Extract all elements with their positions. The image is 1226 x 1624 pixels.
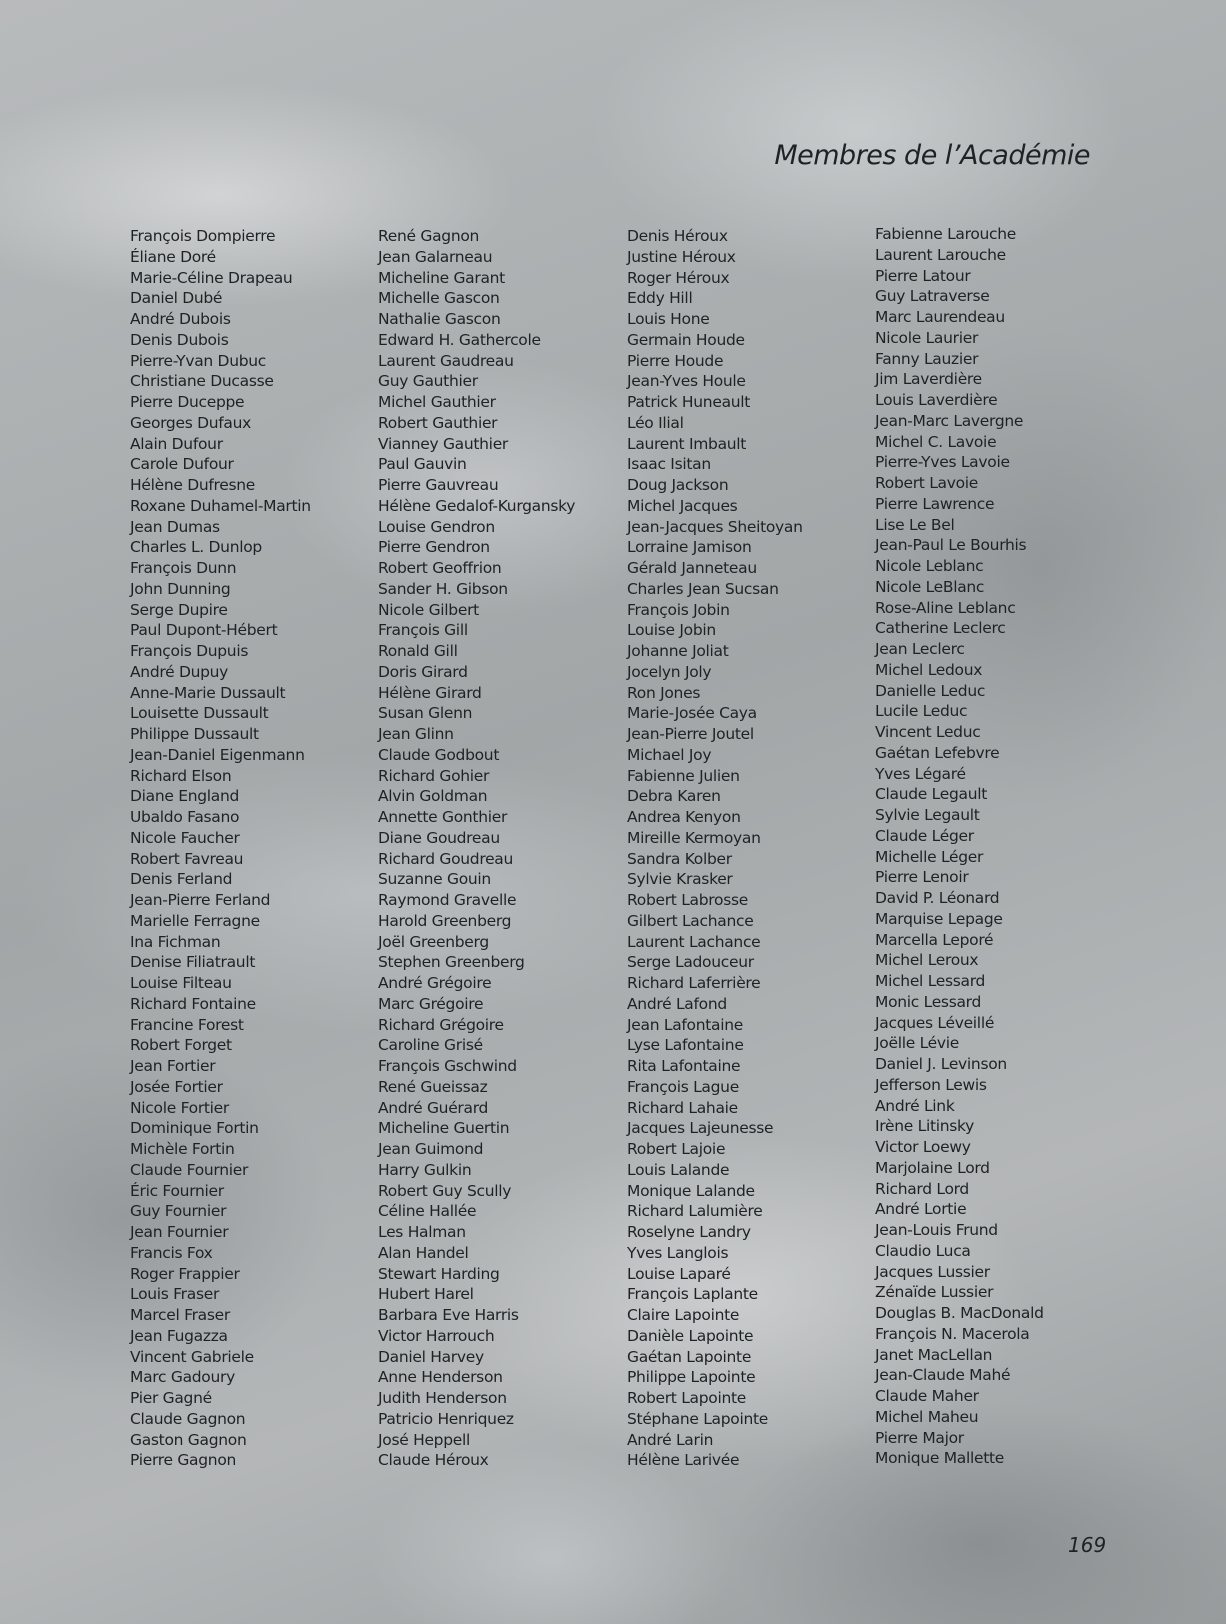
member-name: François Dunn bbox=[130, 559, 237, 577]
member-name: Robert Gauthier bbox=[378, 413, 498, 432]
member-name: Ronald Gill bbox=[378, 642, 458, 660]
member-name: Jean Lafontaine bbox=[627, 1015, 743, 1034]
member-name: Pierre Lawrence bbox=[875, 494, 995, 513]
member-name: Vincent Leduc bbox=[875, 723, 981, 741]
member-name: Patrick Huneault bbox=[627, 393, 751, 411]
member-name: Louis Lalande bbox=[627, 1160, 730, 1179]
member-name: Fabienne Larouche bbox=[875, 225, 1017, 243]
member-name: Hélène Gedalof-Kurgansky bbox=[378, 496, 576, 515]
member-name: Alvin Goldman bbox=[378, 787, 488, 806]
member-name: Eddy Hill bbox=[627, 289, 693, 308]
member-name: Pierre Gauvreau bbox=[378, 476, 499, 494]
member-name: André Larin bbox=[627, 1430, 714, 1449]
member-name: Anne Henderson bbox=[378, 1368, 503, 1387]
member-name: Céline Hallée bbox=[378, 1202, 477, 1221]
member-name: Louise Gendron bbox=[378, 517, 495, 536]
member-name: Éliane Doré bbox=[130, 247, 216, 266]
member-name: Judith Henderson bbox=[378, 1389, 507, 1407]
member-name: Alan Handel bbox=[378, 1243, 469, 1262]
member-name: Gaétan Lefebvre bbox=[875, 743, 1000, 762]
member-name: Irène Litinsky bbox=[875, 1117, 975, 1136]
member-name: Éric Fournier bbox=[130, 1181, 224, 1200]
member-name: Pierre-Yvan Dubuc bbox=[130, 351, 267, 370]
member-name: Richard Goudreau bbox=[378, 849, 514, 868]
member-name: John Dunning bbox=[130, 579, 231, 598]
member-name: André Lafond bbox=[627, 994, 727, 1013]
member-name: Marielle Ferragne bbox=[130, 911, 260, 930]
member-name: Jacques Lajeunesse bbox=[627, 1119, 774, 1138]
member-name: Michèle Fortin bbox=[130, 1140, 235, 1158]
member-name: André Dupuy bbox=[130, 662, 229, 681]
member-name: Nicole LeBlanc bbox=[875, 577, 985, 596]
member-name: Marjolaine Lord bbox=[875, 1158, 990, 1177]
member-name: Sylvie Legault bbox=[875, 806, 980, 824]
member-name: Gérald Janneteau bbox=[627, 559, 757, 577]
member-name: Georges Dufaux bbox=[130, 413, 252, 432]
member-name: Debra Karen bbox=[627, 787, 721, 806]
member-name: Nicole Gilbert bbox=[378, 600, 479, 619]
member-name: Philippe Dussault bbox=[130, 725, 259, 743]
member-name: Daniel J. Levinson bbox=[875, 1055, 1007, 1073]
member-name: Laurent Lachance bbox=[627, 932, 761, 951]
member-name: Jean-Marc Lavergne bbox=[875, 411, 1024, 430]
member-column-4 bbox=[875, 224, 1044, 1469]
member-name: Lucile Leduc bbox=[875, 702, 968, 721]
member-name: Carole Dufour bbox=[130, 455, 234, 474]
member-name: Philippe Lapointe bbox=[627, 1368, 756, 1387]
member-name: Sylvie Krasker bbox=[627, 870, 733, 889]
member-name: Rita Lafontaine bbox=[627, 1057, 741, 1075]
member-name: Robert Geoffrion bbox=[378, 559, 502, 577]
member-name: Francine Forest bbox=[130, 1015, 244, 1034]
member-name: Gaston Gagnon bbox=[130, 1430, 247, 1449]
member-name: Marie-Josée Caya bbox=[627, 704, 757, 723]
member-name: Jean Fugazza bbox=[130, 1326, 228, 1345]
member-name: Daniel Harvey bbox=[378, 1347, 484, 1366]
member-name: Jean-Paul Le Bourhis bbox=[875, 536, 1027, 555]
member-name: Richard Grégoire bbox=[378, 1015, 504, 1034]
member-name: Joëlle Lévie bbox=[875, 1034, 959, 1053]
member-name: Marcella Leporé bbox=[875, 930, 994, 949]
member-name: Marquise Lepage bbox=[875, 909, 1003, 928]
member-column-3 bbox=[627, 226, 803, 1471]
member-name: Laurent Larouche bbox=[875, 245, 1006, 264]
member-name: Michel Ledoux bbox=[875, 660, 983, 679]
member-name: Roxane Duhamel-Martin bbox=[130, 496, 311, 515]
member-name: André Link bbox=[875, 1096, 955, 1115]
member-name: Louis Hone bbox=[627, 310, 710, 328]
member-name: Monic Lessard bbox=[875, 992, 982, 1011]
member-name: André Guérard bbox=[378, 1098, 489, 1117]
member-name: Jean-Pierre Joutel bbox=[627, 725, 754, 743]
member-name: Dominique Fortin bbox=[130, 1119, 259, 1138]
member-name: Richard Gohier bbox=[378, 766, 490, 785]
member-name: Pierre Duceppe bbox=[130, 393, 245, 411]
member-name: Danièle Lapointe bbox=[627, 1326, 754, 1345]
member-name: Michel Gauthier bbox=[378, 393, 496, 411]
member-name: Victor Loewy bbox=[875, 1138, 971, 1156]
member-name: David P. Léonard bbox=[875, 889, 1000, 907]
member-name: Michel C. Lavoie bbox=[875, 432, 997, 451]
member-name: José Heppell bbox=[378, 1430, 471, 1449]
member-name: Fabienne Julien bbox=[627, 766, 740, 785]
member-name: Jacques Lussier bbox=[875, 1262, 990, 1281]
member-name: Germain Houde bbox=[627, 330, 745, 349]
member-name: Michel Jacques bbox=[627, 496, 738, 515]
member-name: Ron Jones bbox=[627, 683, 701, 702]
member-name: Claudio Luca bbox=[875, 1241, 971, 1260]
member-name: Léo Ilial bbox=[627, 413, 684, 432]
member-name: Richard Lahaie bbox=[627, 1098, 738, 1117]
member-name: Michael Joy bbox=[627, 745, 712, 764]
page-title: Membres de l’Académie bbox=[774, 140, 1090, 171]
member-name: André Dubois bbox=[130, 310, 231, 328]
member-name: Richard Lord bbox=[875, 1179, 969, 1198]
member-name: Alain Dufour bbox=[130, 434, 223, 453]
member-name: Mireille Kermoyan bbox=[627, 828, 761, 847]
member-name: Danielle Leduc bbox=[875, 681, 986, 700]
member-name: Pierre Gagnon bbox=[130, 1451, 237, 1470]
member-name: Serge Ladouceur bbox=[627, 953, 754, 972]
member-name: Pierre Lenoir bbox=[875, 868, 969, 887]
member-name: René Gueissaz bbox=[378, 1077, 488, 1096]
member-name: Jefferson Lewis bbox=[875, 1075, 987, 1094]
member-name: Guy Gauthier bbox=[378, 372, 478, 391]
member-name: Denis Ferland bbox=[130, 870, 233, 889]
member-name: Ubaldo Fasano bbox=[130, 808, 240, 826]
member-name: André Grégoire bbox=[378, 974, 492, 992]
member-name: Jean-Yves Houle bbox=[627, 372, 746, 391]
member-name: Pierre Gendron bbox=[378, 538, 490, 557]
member-name: Barbara Eve Harris bbox=[378, 1306, 519, 1324]
member-name: Stéphane Lapointe bbox=[627, 1409, 768, 1428]
member-name: Harold Greenberg bbox=[378, 911, 512, 930]
member-name: Louise Filteau bbox=[130, 974, 232, 992]
member-name: Robert Favreau bbox=[130, 849, 244, 868]
member-name: André Lortie bbox=[875, 1200, 967, 1219]
member-name: Nicole Laurier bbox=[875, 328, 979, 347]
member-name: Richard Fontaine bbox=[130, 994, 256, 1013]
member-name: Claude Maher bbox=[875, 1387, 979, 1405]
member-name: Vincent Gabriele bbox=[130, 1347, 254, 1366]
member-name: Fanny Lauzier bbox=[875, 349, 979, 368]
member-name: Louisette Dussault bbox=[130, 704, 269, 723]
member-name: Josée Fortier bbox=[130, 1077, 223, 1096]
member-name: Diane England bbox=[130, 787, 240, 806]
member-name: Robert Lajoie bbox=[627, 1140, 726, 1158]
member-name: Rose-Aline Leblanc bbox=[875, 598, 1016, 617]
member-name: Louise Jobin bbox=[627, 621, 716, 640]
member-name: Diane Goudreau bbox=[378, 828, 500, 847]
member-name: Claude Gagnon bbox=[130, 1409, 246, 1428]
member-name: Michel Lessard bbox=[875, 972, 986, 990]
member-name: Nicole Leblanc bbox=[875, 557, 984, 575]
member-name: Yves Légaré bbox=[875, 764, 966, 783]
member-name: Jean Fournier bbox=[130, 1223, 229, 1241]
member-name: Zénaïde Lussier bbox=[875, 1283, 994, 1302]
member-name: Sandra Kolber bbox=[627, 849, 732, 868]
member-name: Michel Maheu bbox=[875, 1407, 979, 1426]
member-name: Claude Godbout bbox=[378, 745, 500, 764]
member-name: Roger Frappier bbox=[130, 1264, 240, 1283]
member-name: Francis Fox bbox=[130, 1243, 213, 1262]
member-name: Michel Leroux bbox=[875, 951, 979, 970]
member-name: Laurent Gaudreau bbox=[378, 351, 514, 370]
member-name: Hélène Dufresne bbox=[130, 476, 256, 494]
member-name: Jean-Pierre Ferland bbox=[130, 891, 271, 909]
member-name: Richard Elson bbox=[130, 766, 232, 785]
member-name: Janet MacLellan bbox=[875, 1345, 993, 1364]
member-name: Edward H. Gathercole bbox=[378, 330, 541, 349]
member-name: Daniel Dubé bbox=[130, 289, 223, 308]
member-name: Robert Lavoie bbox=[875, 474, 979, 492]
member-name: Louis Fraser bbox=[130, 1285, 220, 1304]
member-name: Serge Dupire bbox=[130, 600, 228, 619]
member-name: Robert Guy Scully bbox=[378, 1181, 512, 1200]
member-name: René Gagnon bbox=[378, 227, 480, 245]
member-name: Marcel Fraser bbox=[130, 1306, 230, 1324]
member-name: Yves Langlois bbox=[627, 1243, 729, 1262]
member-name: Marie-Céline Drapeau bbox=[130, 268, 293, 287]
member-name: Isaac Isitan bbox=[627, 455, 711, 474]
member-name: Lise Le Bel bbox=[875, 515, 955, 534]
member-name: Robert Lapointe bbox=[627, 1389, 747, 1407]
member-name: Nicole Faucher bbox=[130, 828, 240, 847]
member-name: Jean Guimond bbox=[378, 1140, 484, 1158]
member-name: Louis Laverdière bbox=[875, 391, 998, 409]
member-name: Richard Lalumière bbox=[627, 1202, 763, 1221]
member-name: Michelle Gascon bbox=[378, 289, 500, 308]
member-name: Jean Fortier bbox=[130, 1057, 216, 1075]
member-name: Jean-Louis Frund bbox=[875, 1221, 998, 1239]
member-name: Jean-Claude Mahé bbox=[875, 1366, 1011, 1385]
member-name: Louise Laparé bbox=[627, 1264, 731, 1283]
member-name: Hélène Larivée bbox=[627, 1451, 740, 1470]
member-name: Jean Leclerc bbox=[875, 640, 965, 658]
member-name: Sander H. Gibson bbox=[378, 579, 508, 598]
member-name: Roselyne Landry bbox=[627, 1223, 751, 1241]
member-name: Denise Filiatrault bbox=[130, 953, 256, 972]
member-name: Andrea Kenyon bbox=[627, 808, 741, 826]
member-name: Micheline Guertin bbox=[378, 1119, 510, 1138]
member-name: Guy Latraverse bbox=[875, 287, 990, 306]
member-name: Claire Lapointe bbox=[627, 1306, 740, 1324]
member-name: Raymond Gravelle bbox=[378, 891, 517, 909]
member-name: Jim Laverdière bbox=[875, 370, 982, 389]
member-name: Roger Héroux bbox=[627, 268, 730, 287]
member-name: Lyse Lafontaine bbox=[627, 1036, 744, 1055]
member-name: Denis Dubois bbox=[130, 330, 229, 349]
member-name: Lorraine Jamison bbox=[627, 538, 752, 557]
member-name: Anne-Marie Dussault bbox=[130, 683, 286, 702]
member-name: Marc Laurendeau bbox=[875, 308, 1005, 326]
member-name: Joël Greenberg bbox=[378, 932, 489, 951]
member-name: Jean Dumas bbox=[130, 517, 220, 536]
member-name: Vianney Gauthier bbox=[378, 434, 509, 453]
member-name: Robert Labrosse bbox=[627, 891, 748, 909]
member-name: Jacques Léveillé bbox=[875, 1013, 995, 1032]
member-name: Nicole Fortier bbox=[130, 1098, 229, 1117]
member-name: Justine Héroux bbox=[627, 247, 736, 266]
member-name: Denis Héroux bbox=[627, 227, 728, 245]
member-name: Laurent Imbault bbox=[627, 434, 747, 453]
member-name: Suzanne Gouin bbox=[378, 870, 491, 889]
member-name: François Dupuis bbox=[130, 642, 249, 660]
member-name: Jean-Daniel Eigenmann bbox=[130, 745, 305, 764]
member-name: Stephen Greenberg bbox=[378, 953, 525, 972]
member-name: Paul Dupont-Hébert bbox=[130, 621, 278, 640]
member-name: Jean Galarneau bbox=[378, 247, 493, 266]
member-name: Jean Glinn bbox=[378, 725, 454, 743]
member-name: Paul Gauvin bbox=[378, 455, 467, 474]
member-name: Johanne Joliat bbox=[627, 642, 729, 660]
member-name: Charles Jean Sucsan bbox=[627, 579, 779, 598]
member-name: Pier Gagné bbox=[130, 1389, 212, 1407]
member-name: François Gschwind bbox=[378, 1057, 517, 1075]
member-name: Micheline Garant bbox=[378, 268, 505, 287]
member-name: Pierre-Yves Lavoie bbox=[875, 453, 1010, 472]
member-name: Robert Forget bbox=[130, 1036, 232, 1055]
member-name: Doug Jackson bbox=[627, 476, 729, 494]
member-name: Marc Gadoury bbox=[130, 1368, 235, 1387]
member-name: Monique Mallette bbox=[875, 1449, 1005, 1468]
member-name: Harry Gulkin bbox=[378, 1160, 472, 1179]
member-column-2 bbox=[378, 226, 575, 1471]
member-name: Charles L. Dunlop bbox=[130, 538, 262, 557]
member-name: Claude Legault bbox=[875, 785, 987, 804]
member-name: Guy Fournier bbox=[130, 1202, 227, 1221]
member-name: Claude Héroux bbox=[378, 1451, 489, 1470]
member-name: Nathalie Gascon bbox=[378, 310, 501, 328]
member-name: Claude Fournier bbox=[130, 1160, 249, 1179]
member-name: Gilbert Lachance bbox=[627, 911, 754, 930]
member-name: Annette Gonthier bbox=[378, 808, 508, 826]
member-name: François Jobin bbox=[627, 600, 730, 619]
member-name: Doris Girard bbox=[378, 662, 468, 681]
member-name: Caroline Grisé bbox=[378, 1036, 483, 1055]
member-column-1 bbox=[130, 226, 311, 1471]
member-name: Pierre Major bbox=[875, 1428, 964, 1447]
member-name: Hubert Harel bbox=[378, 1285, 474, 1304]
member-name: Susan Glenn bbox=[378, 704, 473, 723]
member-name: François Lague bbox=[627, 1077, 739, 1096]
member-name: Jocelyn Joly bbox=[627, 662, 712, 681]
member-name: Michelle Léger bbox=[875, 847, 984, 866]
member-name: Monique Lalande bbox=[627, 1181, 755, 1200]
member-name: Christiane Ducasse bbox=[130, 372, 274, 391]
member-name: François N. Macerola bbox=[875, 1324, 1030, 1343]
member-name: Douglas B. MacDonald bbox=[875, 1304, 1044, 1322]
member-name: Gaétan Lapointe bbox=[627, 1347, 752, 1366]
member-name: Jean-Jacques Sheitoyan bbox=[627, 517, 803, 536]
member-name: Marc Grégoire bbox=[378, 994, 484, 1013]
member-name: Catherine Leclerc bbox=[875, 619, 1006, 638]
member-name: Victor Harrouch bbox=[378, 1326, 495, 1345]
member-name: Patricio Henriquez bbox=[378, 1409, 514, 1428]
member-name: Richard Laferrière bbox=[627, 974, 761, 992]
member-name: Stewart Harding bbox=[378, 1264, 500, 1283]
member-name: Pierre Latour bbox=[875, 266, 971, 285]
member-name: Claude Léger bbox=[875, 826, 974, 845]
member-name: François Laplante bbox=[627, 1285, 758, 1304]
member-name: Hélène Girard bbox=[378, 683, 482, 702]
page-number: 169 bbox=[1068, 1533, 1107, 1557]
member-name: Les Halman bbox=[378, 1223, 466, 1241]
member-name: François Dompierre bbox=[130, 227, 276, 245]
member-name: François Gill bbox=[378, 621, 468, 640]
member-name: Ina Fichman bbox=[130, 932, 221, 951]
member-name: Pierre Houde bbox=[627, 351, 724, 370]
